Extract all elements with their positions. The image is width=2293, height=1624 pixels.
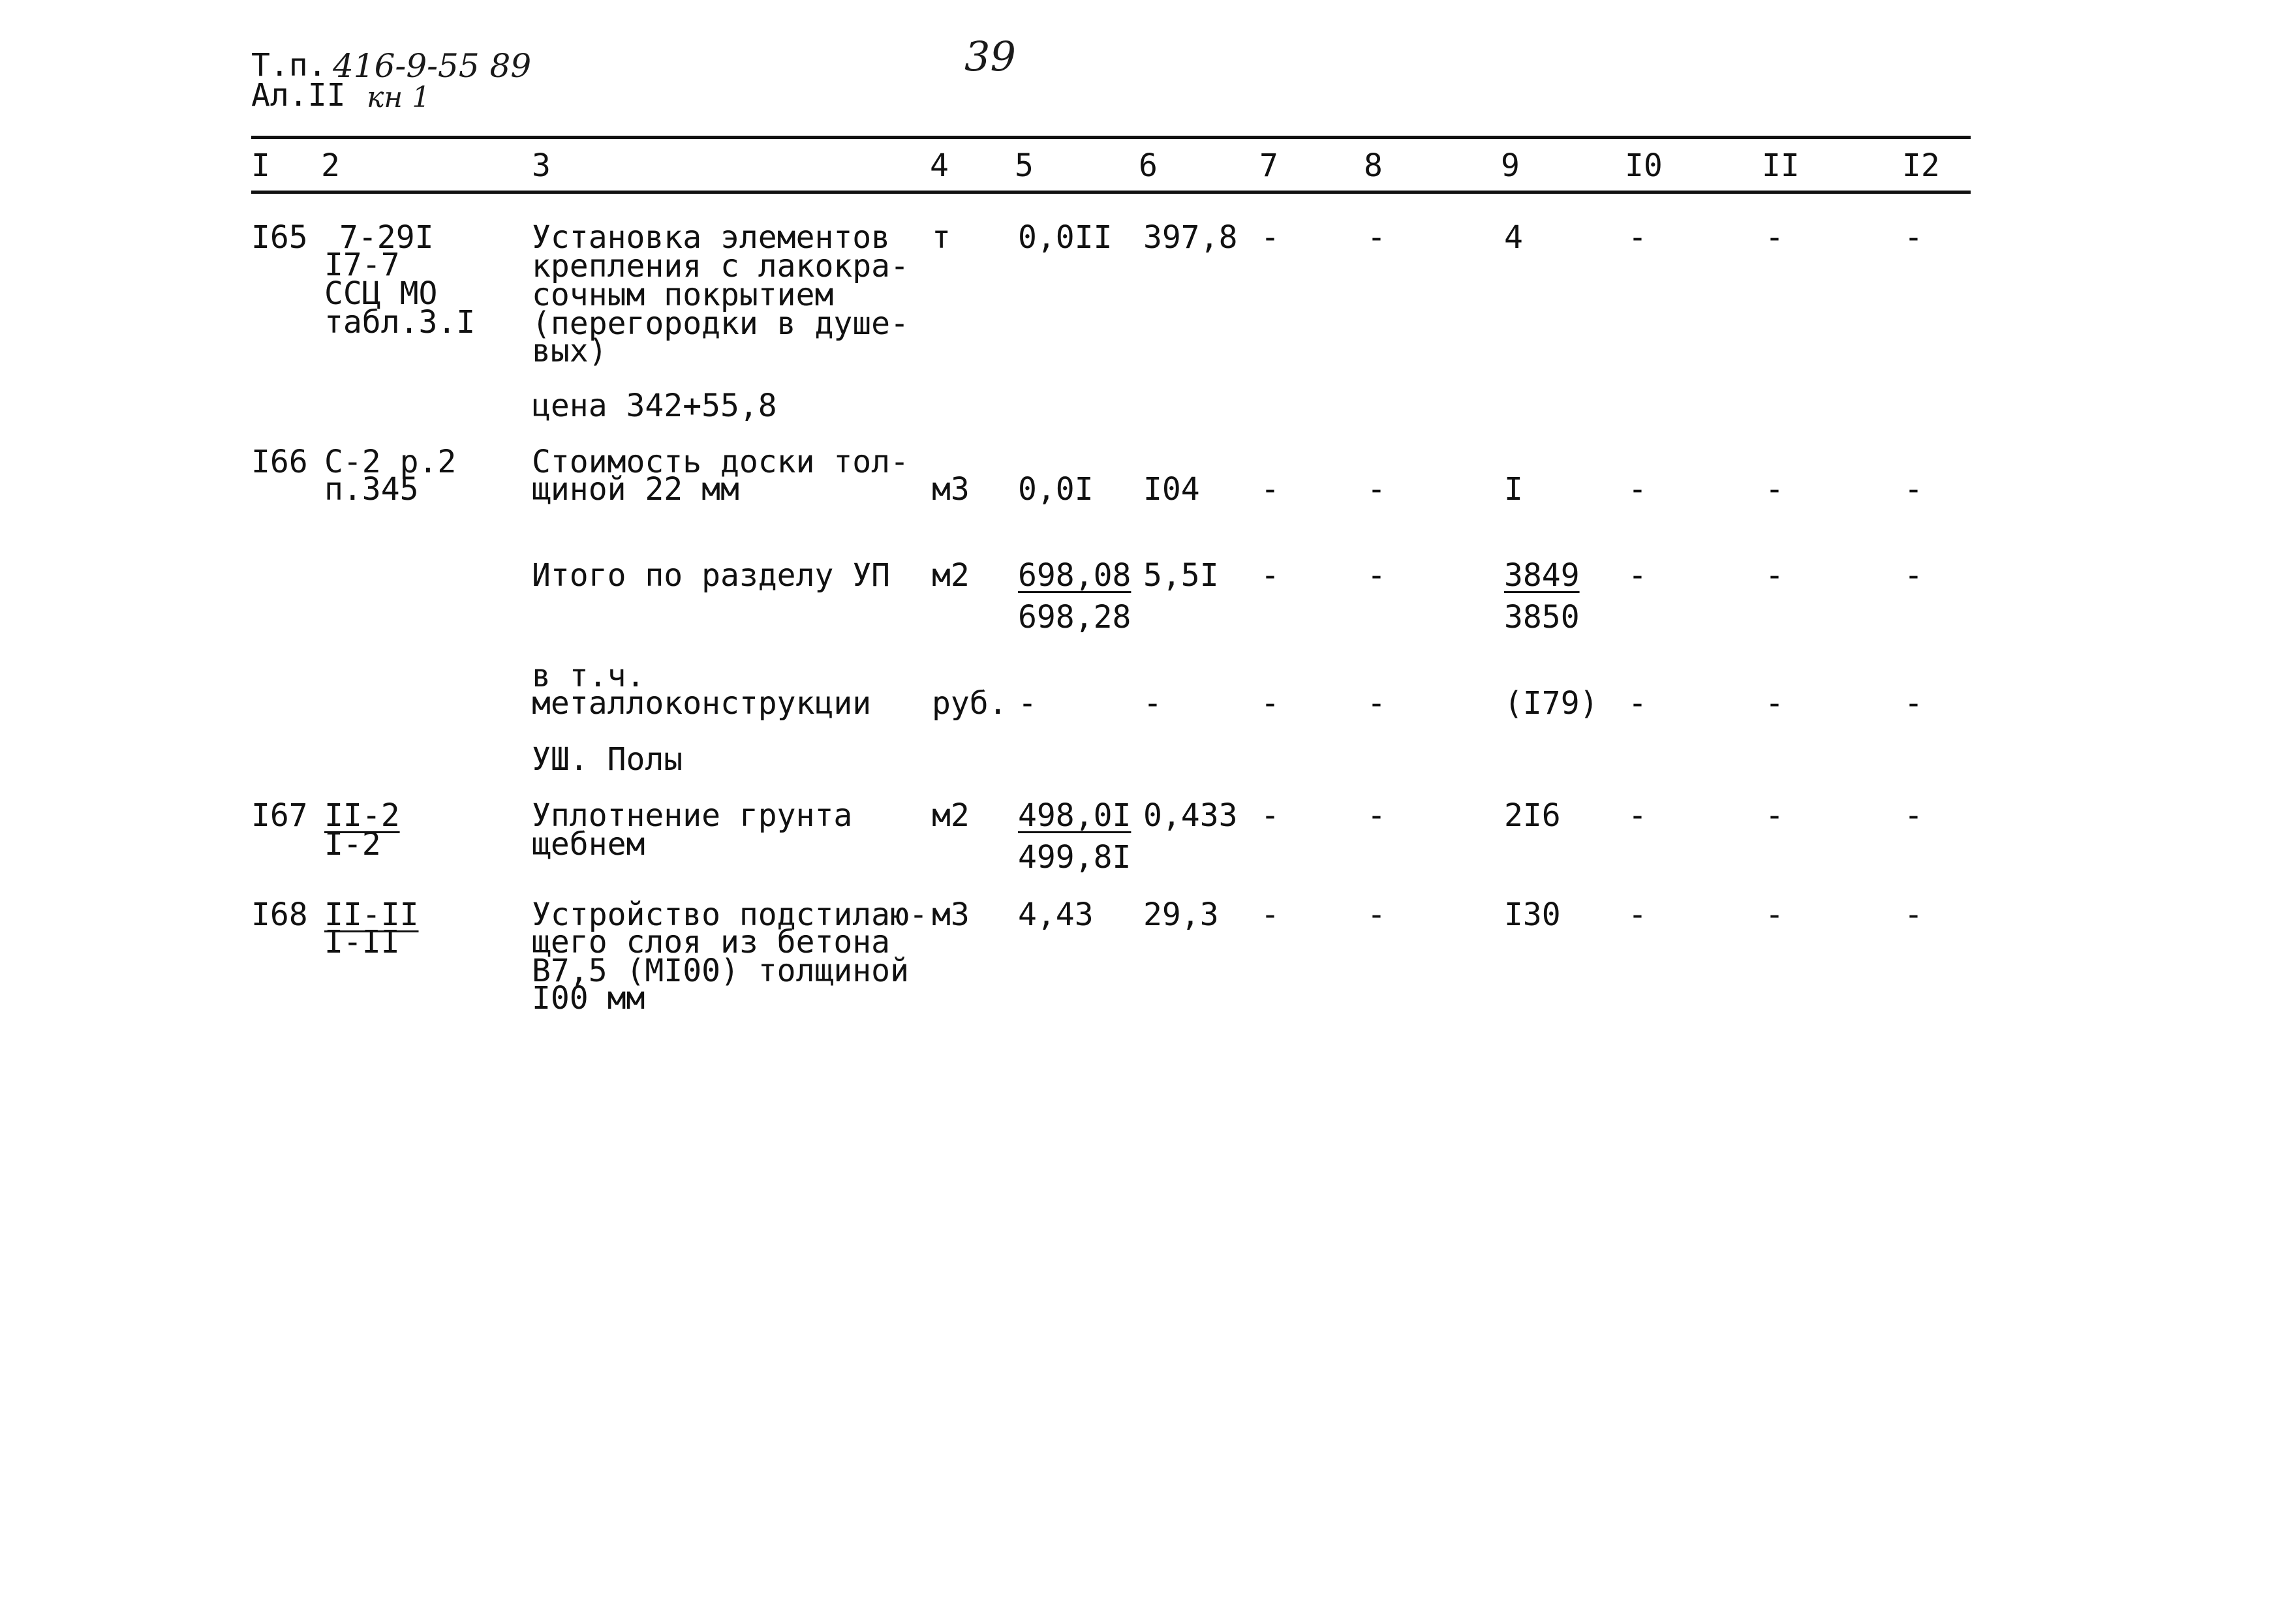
row-col9: 4	[1504, 219, 1523, 256]
book-number: кн 1	[367, 81, 431, 114]
row-col9: I30	[1504, 896, 1561, 933]
row-col10: -	[1628, 797, 1647, 834]
row-description: щебнем	[532, 826, 645, 863]
row-col8: -	[1367, 557, 1386, 594]
row-col12: -	[1904, 471, 1923, 508]
row-description: Установка элементов	[532, 219, 891, 256]
row-col11: -	[1765, 557, 1784, 594]
row-code: I-2	[324, 826, 381, 863]
column-header: 3	[532, 147, 551, 184]
row-col9: 3849	[1504, 557, 1580, 594]
row-col7: -	[1261, 896, 1280, 933]
row-col7: -	[1261, 797, 1280, 834]
row-code: I7-7	[324, 247, 400, 283]
column-header: 4	[930, 147, 949, 184]
row-number: I68	[251, 896, 308, 933]
table-top-rule	[251, 136, 1971, 139]
column-header: 2	[321, 147, 340, 184]
row-number: I65	[251, 219, 308, 256]
row-description: сочным покрытием	[532, 277, 834, 313]
row-col5-corrected: 698,28	[1018, 599, 1131, 636]
row-number: I67	[251, 797, 308, 834]
row-col5-corrected: 499,8I	[1018, 839, 1131, 876]
row-col12: -	[1904, 219, 1923, 256]
row-code: 7-29I	[339, 219, 434, 256]
row-col10: -	[1628, 557, 1647, 594]
row-col11: -	[1765, 896, 1784, 933]
row-unit: руб.	[932, 685, 1008, 722]
row-unit: м3	[932, 471, 970, 508]
row-unit: т	[932, 219, 951, 256]
row-col10: -	[1628, 685, 1647, 722]
row-code: п.345	[324, 471, 419, 508]
row-col6: 5,5I	[1143, 557, 1219, 594]
row-col5: 0,0II	[1018, 219, 1113, 256]
row-col8: -	[1367, 471, 1386, 508]
row-description: I00 мм	[532, 980, 645, 1017]
row-col9: (I79)	[1504, 685, 1599, 722]
page-number: 39	[964, 33, 1016, 80]
row-col10: -	[1628, 471, 1647, 508]
column-header: I	[251, 147, 270, 184]
row-col12: -	[1904, 557, 1923, 594]
row-code: II-2	[324, 797, 400, 834]
row-col8: -	[1367, 219, 1386, 256]
row-price-note: цена 342+55,8	[532, 388, 777, 424]
row-code: табл.3.I	[324, 304, 476, 341]
row-col8: -	[1367, 685, 1386, 722]
row-col6: 0,433	[1143, 797, 1238, 834]
row-col9: 2I6	[1504, 797, 1561, 834]
row-col5: 4,43	[1018, 896, 1094, 933]
row-col7: -	[1261, 219, 1280, 256]
row-description: щего слоя из бетона	[532, 924, 891, 960]
row-unit: м2	[932, 797, 970, 834]
row-description: Итого по разделу УП	[532, 557, 891, 594]
row-col7: -	[1261, 557, 1280, 594]
album-label: Ал.II	[251, 77, 346, 114]
row-number: I66	[251, 444, 308, 480]
doc-code: 416-9-55 89	[333, 47, 532, 85]
row-unit: м3	[932, 896, 970, 933]
doc-code-label: Т.п.	[251, 47, 327, 84]
column-header: 8	[1364, 147, 1383, 184]
row-col5: 498,0I	[1018, 797, 1131, 834]
row-col7: -	[1261, 685, 1280, 722]
row-col9-corrected: 3850	[1504, 599, 1580, 636]
row-col10: -	[1628, 219, 1647, 256]
row-col5: 698,08	[1018, 557, 1131, 594]
row-code: I-II	[324, 924, 400, 960]
row-col11: -	[1765, 797, 1784, 834]
column-header: 5	[1015, 147, 1034, 184]
table-header-rule	[251, 191, 1971, 194]
column-header: 7	[1259, 147, 1278, 184]
row-description: щиной 22 мм	[532, 471, 739, 508]
row-col12: -	[1904, 685, 1923, 722]
row-col9: I	[1504, 471, 1523, 508]
row-description: В7,5 (МI00) толщиной	[532, 953, 909, 989]
row-col6: 397,8	[1143, 219, 1238, 256]
row-code: ССЦ МО	[324, 275, 438, 312]
row-description: Уплотнение грунта	[532, 797, 853, 834]
row-col5: 0,0I	[1018, 471, 1094, 508]
row-col6: I04	[1143, 471, 1200, 508]
row-description: (перегородки в душе-	[532, 305, 909, 342]
row-description: в т.ч.	[532, 658, 645, 694]
column-header: 9	[1501, 147, 1520, 184]
row-description: Стоимость доски тол-	[532, 444, 909, 480]
row-col6: -	[1143, 685, 1162, 722]
row-col8: -	[1367, 896, 1386, 933]
column-header: 6	[1139, 147, 1158, 184]
row-col12: -	[1904, 797, 1923, 834]
row-col12: -	[1904, 896, 1923, 933]
row-col10: -	[1628, 896, 1647, 933]
row-description: Устройство подстилаю-	[532, 896, 928, 933]
row-col11: -	[1765, 685, 1784, 722]
row-code: II-II	[324, 896, 419, 933]
section-title: УШ. Полы	[532, 741, 683, 778]
column-header: I2	[1902, 147, 1940, 184]
row-col7: -	[1261, 471, 1280, 508]
row-col11: -	[1765, 219, 1784, 256]
column-header: I0	[1625, 147, 1663, 184]
row-unit: м2	[932, 557, 970, 594]
row-description: вых)	[532, 333, 608, 369]
row-code: С-2 р.2	[324, 444, 457, 480]
row-col5: -	[1018, 685, 1037, 722]
row-col6: 29,3	[1143, 896, 1219, 933]
row-col11: -	[1765, 471, 1784, 508]
row-col8: -	[1367, 797, 1386, 834]
row-description: крепления с лакокра-	[532, 248, 909, 284]
row-description: металлоконструкции	[532, 685, 872, 722]
column-header: II	[1762, 147, 1800, 184]
